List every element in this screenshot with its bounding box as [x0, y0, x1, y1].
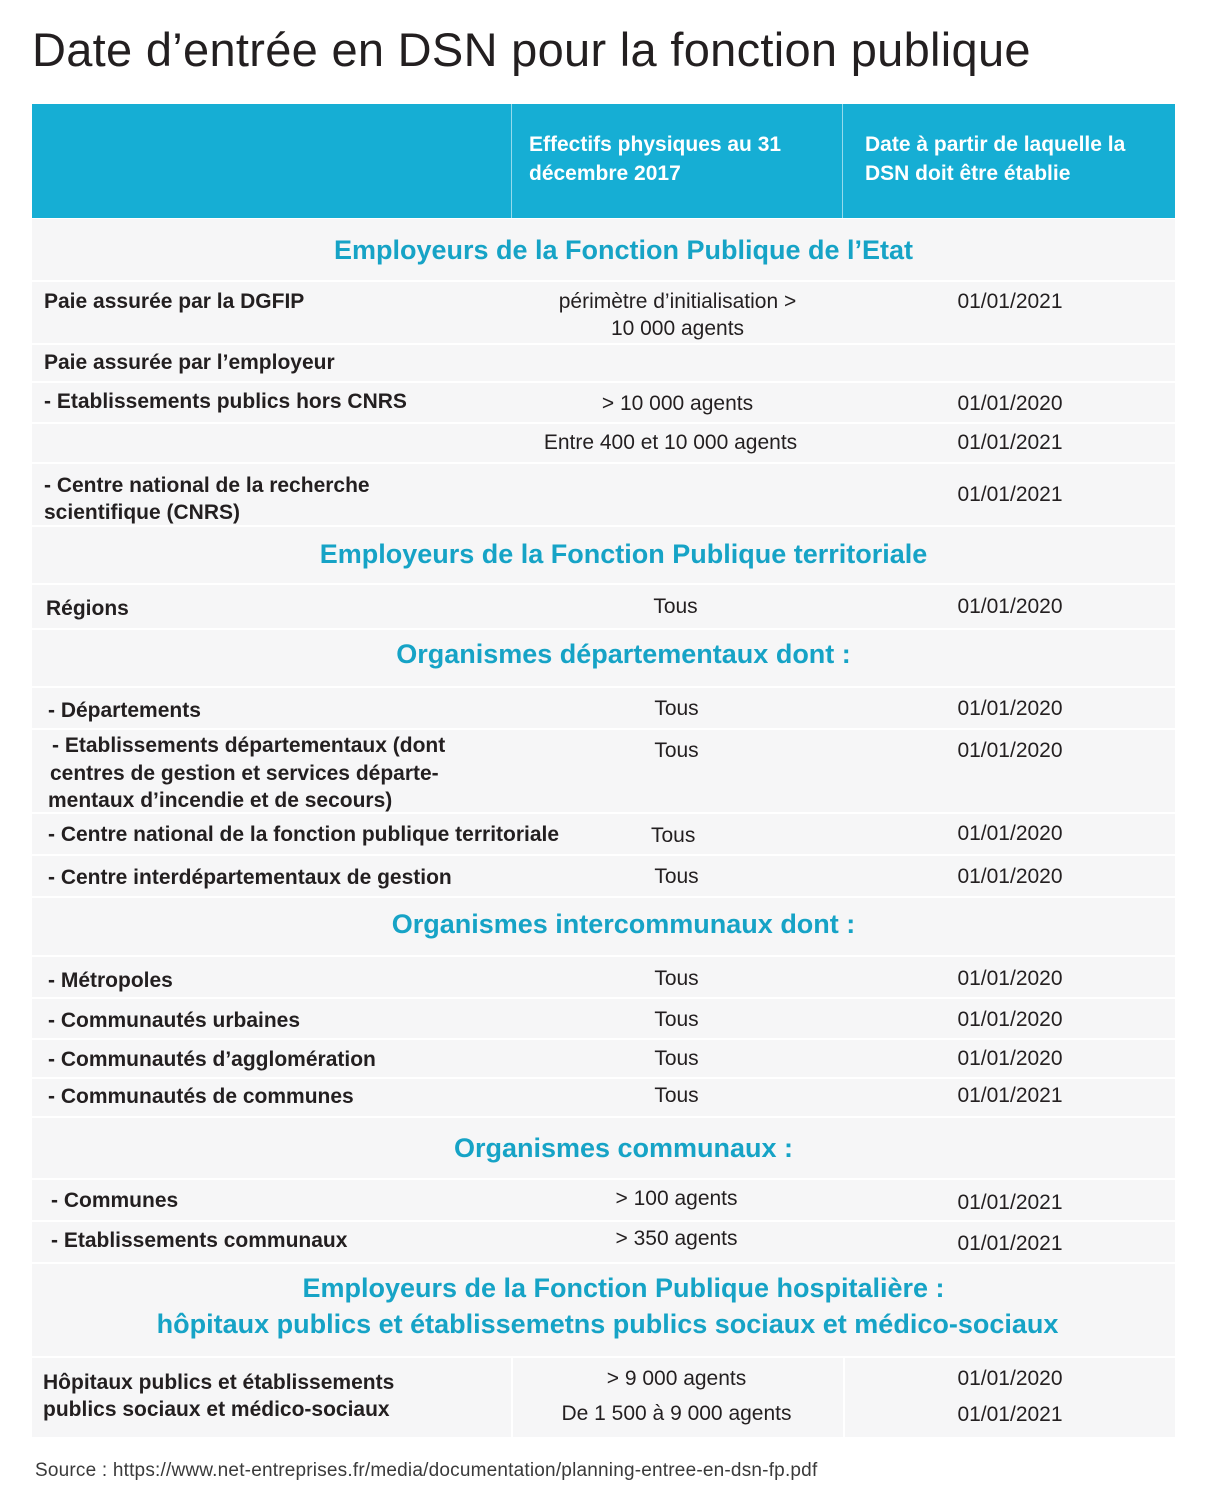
row-divider: [32, 1262, 1175, 1264]
row-label-regions: Régions: [46, 597, 129, 620]
row-divider: [32, 280, 1175, 282]
section-title-intercommunaux: Organismes intercommunaux dont :: [391, 909, 856, 939]
row-label-hopitaux-2: publics sociaux et médico-sociaux: [43, 1398, 390, 1421]
row-label-cnfpt: - Centre national de la fonction publique territoriale: [48, 823, 560, 846]
header-col-label: [32, 104, 512, 218]
section-title-etat: Employeurs de la Fonction Publique de l’Etat: [333, 235, 914, 265]
row-label-etab-hors-cnrs: - Etablissements publics hors CNRS: [44, 390, 407, 413]
row-date-cnrs: 01/01/2021: [957, 483, 1063, 506]
row-date-etab-dep: 01/01/2020: [957, 739, 1063, 762]
table-header: [32, 104, 1175, 218]
row-date-etab-hors-cnrs: 01/01/2020: [957, 392, 1063, 415]
row-divider: [32, 1077, 1175, 1079]
row-divider: [32, 462, 1175, 464]
row-date-hopitaux-2: 01/01/2021: [957, 1403, 1063, 1426]
source-note: Source : https://www.net-entreprises.fr/media/documentation/planning-entree-en-dsn-fp.pdf: [35, 1460, 818, 1481]
section-title-departementaux: Organismes départementaux dont :: [396, 639, 851, 669]
section-title-hospitaliere-sub: hôpitaux publics et établissemetns publics sociaux et médico-sociaux: [156, 1309, 1059, 1339]
row-label-communes: - Communes: [51, 1189, 179, 1212]
row-effectifs-cnfpt: Tous: [651, 824, 696, 847]
row-label-dgfip: Paie assurée par la DGFIP: [44, 290, 305, 313]
row-effectifs-ca: Tous: [654, 1047, 699, 1070]
row-label-cnrs: - Centre national de la recherche: [44, 474, 370, 497]
row-date-hopitaux: 01/01/2020: [957, 1367, 1063, 1390]
row-divider: [32, 583, 1175, 585]
row-effectifs-dgfip-2: 10 000 agents: [610, 317, 745, 340]
row-label-hopitaux: Hôpitaux publics et établissements: [43, 1371, 395, 1394]
row-effectifs-communes: > 100 agents: [615, 1187, 738, 1210]
row-effectifs-etab-hors-cnrs: > 10 000 agents: [601, 392, 754, 415]
row-divider: [32, 422, 1175, 424]
row-label-cc: - Communautés de communes: [48, 1085, 354, 1108]
row-label-etab-communaux: - Etablissements communaux: [51, 1229, 348, 1252]
row-effectifs-departements: Tous: [654, 697, 699, 720]
row-effectifs-hopitaux-2: De 1 500 à 9 000 agents: [561, 1402, 792, 1425]
header-col-date: Date à partir de laquelle la DSN doit être établie: [865, 133, 1126, 185]
row-effectifs-metropoles: Tous: [654, 967, 699, 990]
row-effectifs-cc: Tous: [654, 1084, 699, 1107]
row-date-ca: 01/01/2020: [957, 1047, 1063, 1070]
row-date-communes: 01/01/2021: [957, 1191, 1063, 1214]
row-effectifs-etab-hors-cnrs-2: Entre 400 et 10 000 agents: [543, 431, 798, 454]
section-title-communaux: Organismes communaux :: [453, 1133, 794, 1163]
row-divider: [32, 997, 1175, 999]
row-date-cu: 01/01/2020: [957, 1008, 1063, 1031]
row-divider: [32, 1356, 1175, 1358]
row-label-cnrs-2: scientifique (CNRS): [44, 501, 241, 524]
row-date-cc: 01/01/2021: [957, 1084, 1063, 1107]
row-label-etab-dep: - Etablissements départementaux (dont: [52, 734, 446, 757]
row-label-etab-dep-3: mentaux d’incendie et de secours): [48, 789, 393, 812]
row-effectifs-regions: Tous: [653, 595, 698, 618]
row-divider: [32, 686, 1175, 688]
row-label-etab-dep-2: centres de gestion et services départe-: [50, 762, 439, 785]
row-divider: [32, 1038, 1175, 1040]
row-effectifs-etab-dep: Tous: [654, 739, 699, 762]
row-date-departements: 01/01/2020: [957, 697, 1063, 720]
row-label-metropoles: - Métropoles: [48, 969, 173, 992]
row-date-regions: 01/01/2020: [957, 595, 1063, 618]
section-title-territoriale: Employeurs de la Fonction Publique territoriale: [319, 539, 928, 569]
column-divider: [843, 1357, 845, 1437]
row-effectifs-etab-communaux: > 350 agents: [615, 1227, 738, 1250]
row-effectifs-dgfip: périmètre d’initialisation >: [558, 290, 797, 313]
row-divider: [32, 955, 1175, 957]
row-date-dgfip: 01/01/2021: [957, 290, 1063, 313]
header-col-effectifs: Effectifs physiques au 31 décembre 2017: [512, 104, 843, 218]
row-divider: [32, 381, 1175, 383]
row-divider: [32, 1178, 1175, 1180]
row-divider: [32, 1220, 1175, 1222]
row-label-ca: - Communautés d’agglomération: [48, 1048, 376, 1071]
row-effectifs-hopitaux: > 9 000 agents: [606, 1367, 747, 1390]
row-divider: [32, 896, 1175, 898]
row-divider: [32, 628, 1175, 630]
section-title-hospitaliere: Employeurs de la Fonction Publique hospitalière :: [302, 1273, 945, 1303]
row-date-cig: 01/01/2020: [957, 865, 1063, 888]
row-date-etab-communaux: 01/01/2021: [957, 1232, 1063, 1255]
row-effectifs-cu: Tous: [654, 1008, 699, 1031]
row-date-metropoles: 01/01/2020: [957, 967, 1063, 990]
row-label-cig: - Centre interdépartementaux de gestion: [48, 866, 452, 889]
row-date-cnfpt: 01/01/2020: [957, 822, 1063, 845]
row-divider: [32, 343, 1175, 345]
row-date-etab-hors-cnrs-2: 01/01/2021: [957, 431, 1063, 454]
row-effectifs-cig: Tous: [654, 865, 699, 888]
page-title: Date d’entrée en DSN pour la fonction publique: [32, 23, 1031, 76]
row-divider: [32, 1116, 1175, 1118]
row-label-departements: - Départements: [48, 699, 201, 722]
row-label-employeur: Paie assurée par l’employeur: [44, 351, 335, 374]
row-label-cu: - Communautés urbaines: [48, 1009, 301, 1032]
row-divider: [32, 728, 1175, 730]
row-divider: [32, 854, 1175, 856]
